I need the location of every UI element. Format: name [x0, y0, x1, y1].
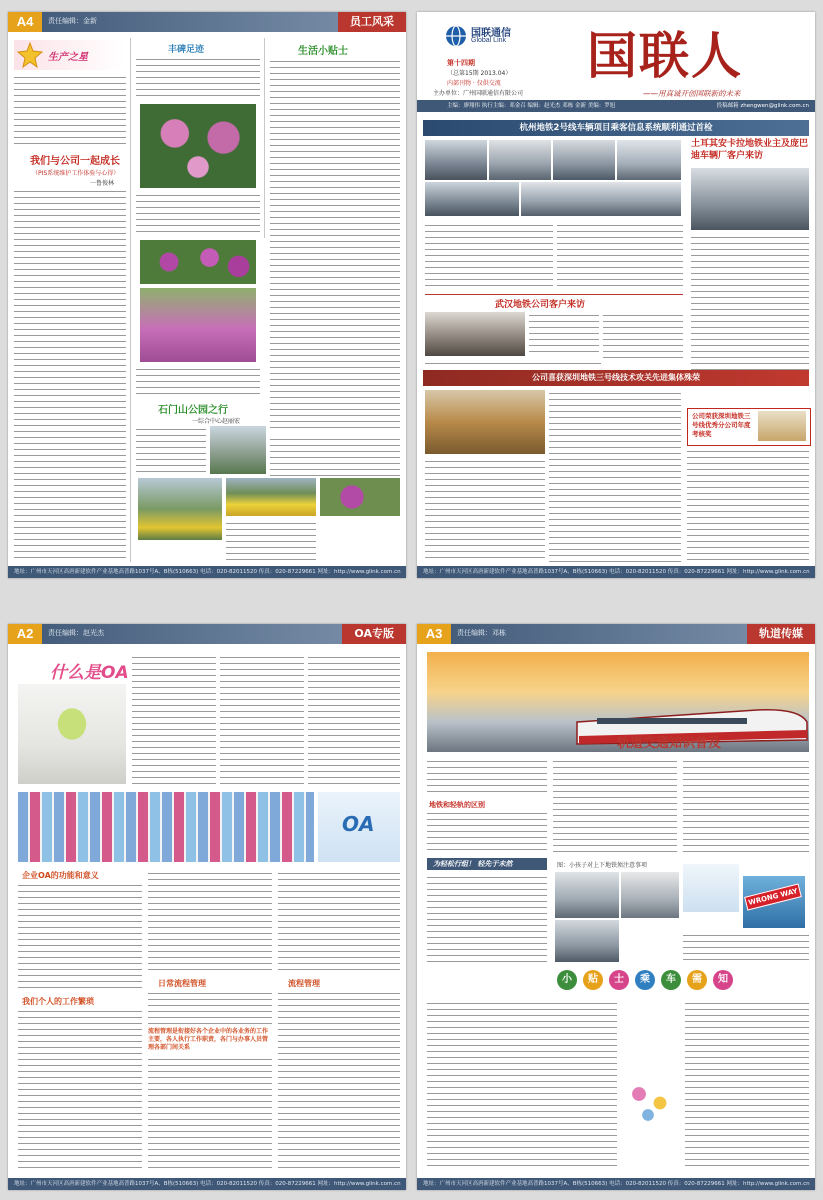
flower-photo	[140, 240, 256, 284]
feature-subtitle: （PIS系统维护工作体验与心得）	[32, 170, 120, 177]
editor-credit: 责任编辑：金新	[48, 17, 97, 25]
text-block	[132, 654, 216, 786]
text-block	[557, 222, 683, 290]
canola-field-photo	[226, 478, 316, 516]
feature-title: 我们与公司一起成长	[30, 156, 120, 167]
page-header	[8, 624, 406, 644]
headline: 杭州地铁2号线车辆项目乘客信息系统顺利通过首检	[423, 120, 809, 136]
badge-label: 生产之星	[48, 52, 88, 63]
wuhan-title-text: 武汉地铁公司客户来访	[495, 300, 586, 310]
tips-char: 需	[687, 970, 707, 990]
tips-char: 车	[661, 970, 681, 990]
text-block	[687, 448, 809, 562]
text-block	[18, 882, 142, 992]
safety-banner	[427, 858, 547, 870]
text-block	[603, 312, 683, 362]
wrong-way-sign-text: WRONG WAY	[744, 883, 802, 910]
text-block	[691, 234, 809, 374]
section-heading: 流程管理	[288, 979, 320, 988]
tips-char: 乘	[635, 970, 655, 990]
globe-icon	[445, 25, 467, 47]
text-block	[14, 188, 126, 560]
page-a4	[8, 12, 406, 578]
group-photo	[138, 478, 222, 540]
section-heading: 日常流程管理	[158, 979, 206, 988]
company-logo	[445, 24, 575, 48]
wrong-way-sign	[743, 876, 805, 928]
award-title: 公司喜获深圳地铁三号线技术攻关先进集体殊荣	[423, 370, 809, 386]
binders-photo	[18, 792, 314, 862]
hero-title: 轨道交通知识普及	[617, 736, 722, 751]
text-block	[18, 1008, 142, 1168]
text-block	[553, 758, 677, 854]
text-block	[148, 990, 272, 1024]
text-block	[136, 426, 206, 474]
award-certificate-photo	[425, 390, 545, 454]
section-heading: 企业OA的功能和意义	[22, 871, 99, 880]
text-block	[14, 74, 126, 146]
text-block	[148, 870, 272, 974]
page-footer: 地址：广州市天河区高唐新建软件产业基地高普路1037号A、B栋(510663) 电话：020-82011520 传真：020-87229661 网址：http://www.glink.com.cn	[417, 566, 815, 578]
feature-author: 一鲁俊林	[90, 180, 115, 187]
award-side-title: 公司荣获深圳地铁三号线优秀分公司年度考核奖	[692, 412, 751, 438]
column-title: 丰碑足迹	[168, 45, 205, 55]
stairs-illustration	[683, 864, 739, 912]
publisher: 主办单位：广州国联通信有限公司	[433, 90, 524, 97]
wuhan-title	[425, 294, 683, 309]
text-block	[529, 312, 599, 356]
section-name: OA专版	[342, 624, 406, 644]
text-block	[683, 758, 809, 854]
inspection-photo-5	[425, 182, 519, 216]
star-icon	[16, 41, 44, 69]
mountain-photo	[210, 426, 266, 474]
certificate-photo	[758, 411, 806, 441]
platform-photo-1	[555, 872, 619, 918]
tips-strip	[427, 968, 809, 994]
text-block	[683, 932, 809, 962]
section-name: 员工风采	[338, 12, 406, 32]
issue-note: 内部刊物 · 仅供交流	[447, 80, 501, 87]
section-name: 轨道传媒	[747, 624, 815, 644]
lotus-photo	[140, 104, 256, 188]
text-block	[148, 1056, 272, 1168]
inspection-photo-1	[425, 140, 487, 180]
text-block	[278, 870, 400, 974]
text-block	[136, 366, 260, 396]
visitors-photo	[691, 168, 809, 230]
text-block	[425, 222, 553, 290]
text-block	[427, 874, 547, 962]
platform-photo-2	[621, 872, 679, 918]
trip-author: 一综合中心赵丽宏	[192, 418, 241, 425]
tips-char: 小	[557, 970, 577, 990]
page-footer: 地址：广州市天河区高唐新建软件产业基地高普路1037号A、B栋(510663) 电话：020-82011520 传真：020-87229661 网址：http://www.glink.com.cn	[8, 1178, 406, 1190]
oa-tag-text: OA	[342, 812, 375, 836]
text-block	[427, 810, 547, 854]
inspection-photo-2	[489, 140, 551, 180]
text-block	[136, 192, 260, 236]
image-caption: 图：小孩子对上下地铁须注意事项	[557, 862, 648, 869]
side-title: 土耳其安卡拉地铁业主及庞巴迪车辆厂客户来访	[691, 139, 809, 161]
inspection-photo-4	[617, 140, 681, 180]
text-block	[136, 56, 260, 100]
tips-char: 士	[609, 970, 629, 990]
column-title: 生活小贴士	[298, 46, 348, 57]
text-block	[685, 1000, 809, 1168]
page-footer: 地址：广州市天河区高唐新建软件产业基地高普路1037号A、B栋(510663) 电话：020-82011520 传真：020-87229661 网址：http://www.glink.com.cn	[417, 1178, 815, 1190]
logo-english: Global Link	[471, 37, 507, 44]
page-a3	[417, 624, 815, 1190]
page-header	[417, 624, 815, 644]
flower-field-photo	[140, 288, 256, 362]
highlight-heading: 流程管理是衔接好各个企业中的各业务的工作主要，各人执行工作职责，各门与办事人员管理各部门间关系	[148, 1028, 269, 1051]
text-block	[226, 520, 316, 560]
page-a1	[417, 12, 815, 578]
editor-credit: 责任编辑：赵光杰	[48, 629, 104, 637]
subhead: 地铁和轻轨的区别	[429, 801, 485, 809]
staff-bar	[417, 100, 815, 112]
section-heading: 我们个人的工作繁琐	[22, 997, 94, 1006]
inspection-photo-6	[521, 182, 681, 216]
oa-banner-title: 什么是OA	[50, 663, 129, 683]
inspection-photo-3	[553, 140, 615, 180]
page-header	[8, 12, 406, 32]
text-block	[549, 390, 681, 562]
safety-banner-text: 为轻松行组！ 轻先于未然	[433, 860, 513, 868]
text-block	[220, 654, 304, 786]
flowers-decoration	[621, 1070, 681, 1130]
issue-date: （总第15期 2013.04）	[447, 70, 512, 77]
text-block	[427, 1000, 617, 1168]
text-block	[425, 360, 601, 366]
page-number: A3	[417, 624, 451, 644]
text-block	[427, 758, 547, 796]
text-block	[425, 458, 545, 562]
text-block	[278, 990, 400, 1168]
platform-photo-3	[555, 920, 619, 962]
tips-char: 贴	[583, 970, 603, 990]
page-number: A4	[8, 12, 42, 32]
meeting-photo	[425, 312, 525, 356]
purple-flower-photo	[320, 478, 400, 516]
issue-number: 第十四期	[447, 59, 475, 67]
page-a2	[8, 624, 406, 1190]
contribution-email: 投稿邮箱 zhengwen@glink.com.cn	[716, 103, 809, 109]
tips-char: 知	[713, 970, 733, 990]
masthead-title: 国联人	[587, 26, 743, 85]
text-block	[308, 654, 400, 786]
trip-title: 石门山公园之行	[158, 405, 228, 416]
oa-tag	[318, 792, 400, 862]
logo-name: 国联通信	[471, 28, 511, 39]
award-side-box	[687, 408, 811, 446]
text-block	[270, 436, 400, 476]
masthead-slogan: ——用真诚开创国联新的未来	[643, 89, 741, 98]
staff-list: 主编：廖翔伟 执行主编：邓金召 编辑：赵光杰 邓栋 金新 美编：罗旭	[447, 103, 616, 109]
editor-credit: 责任编辑：邓栋	[457, 629, 506, 637]
text-block	[270, 58, 400, 432]
page-number: A2	[8, 624, 42, 644]
production-star-badge	[14, 40, 124, 70]
page-footer: 地址：广州市天河区高唐新建软件产业基地高普路1037号A、B栋(510663) 电话：020-82011520 传真：020-87229661 网址：http://www.glink.com.cn	[8, 566, 406, 578]
cup-books-photo	[18, 684, 126, 784]
